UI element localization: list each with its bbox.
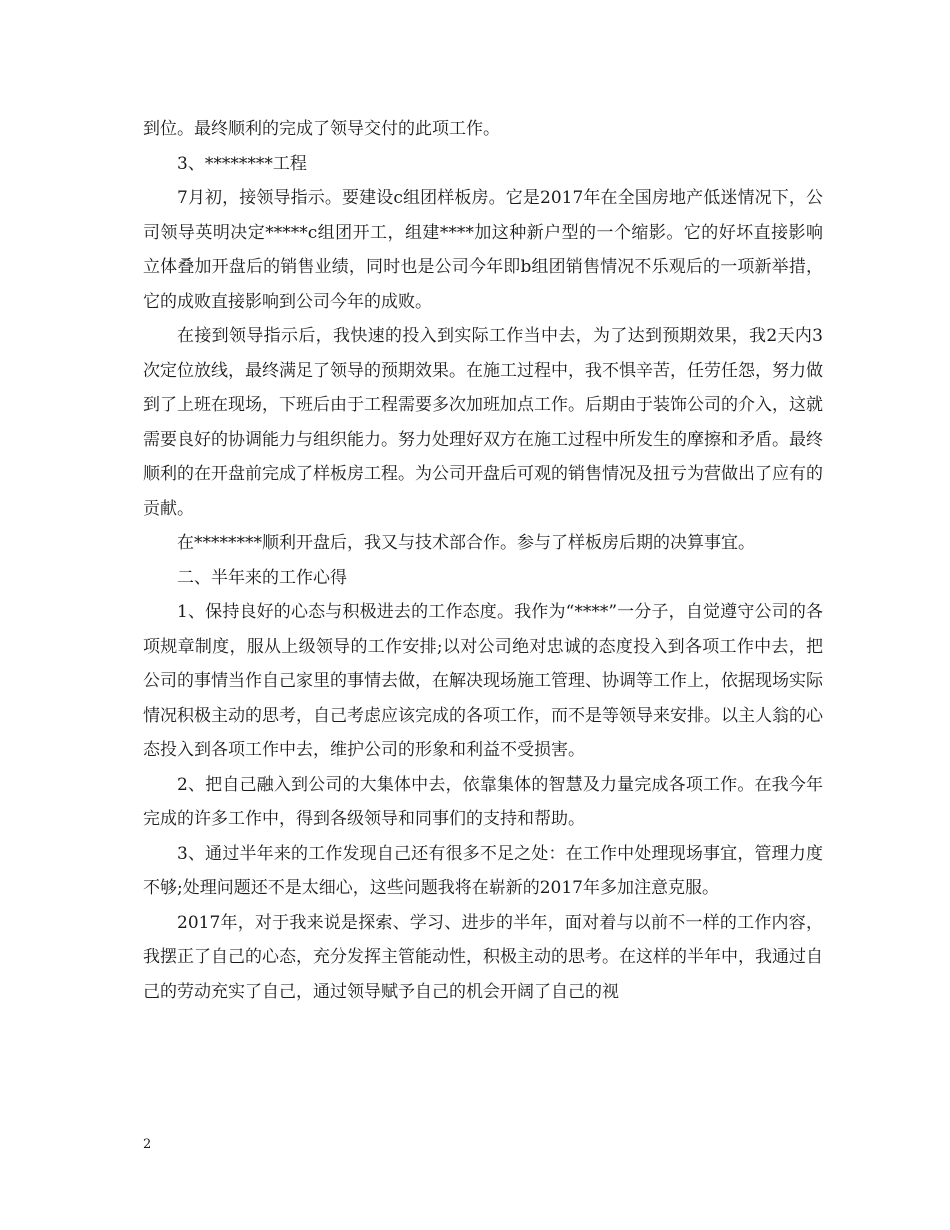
document-body bbox=[143, 112, 823, 1009]
paragraph-body: 1、保持良好的心态与积极进去的工作态度。我作为“****”一分子，自觉遵守公司的各项规章制度，服从上级领导的工作安排;以对公司绝对忠诚的态度投入到各项工作中去，把公司的事情当作自己家里的事情去做，在解决现场施工管理、协调等工作上，依据现场实际情况积极主动的思考，自己考虑应该完成的各项工作，而不是等领导来安排。以主人翁的心态投入到各项工作中去，维护公司的形象和利益不受损害。 bbox=[143, 602, 823, 760]
paragraph-heading-project-3: 3、********工程 bbox=[177, 153, 307, 174]
paragraph-body: 3、通过半年来的工作发现自己还有很多不足之处：在工作中处理现场事宜，管理力度不够;处理问题还不是太细心，这些问题我将在崭新的2017年多加注意克服。 bbox=[143, 843, 823, 898]
paragraph-body: 2、把自己融入到公司的大集体中去，依靠集体的智慧及力量完成各项工作。在我今年完成的许多工作中，得到各级领导和同事们的支持和帮助。 bbox=[143, 774, 823, 829]
paragraph-body: 在********顺利开盘后，我又与技术部合作。参与了样板房后期的决算事宜。 bbox=[177, 533, 755, 553]
paragraph-body: 2017年，对于我来说是探索、学习、进步的半年，面对着与以前不一样的工作内容，我摆正了自己的心态，充分发挥主管能动性，积极主动的思考。在这样的半年中，我通过自己的劳动充实了自己，通过领导赋予自己的机会开阔了自己的视 bbox=[143, 912, 823, 1002]
page-number: 2 bbox=[143, 1137, 152, 1152]
paragraph-body: 7月初，接领导指示。要建设c组团样板房。它是2017年在全国房地产低迷情况下，公司领导英明决定*****c组团开工，组建****加这种新户型的一个缩影。它的好坏直接影响立体叠加开盘后的销售业绩，同时也是公司今年即b组团销售情况不乐观后的一项新举措，它的成败直接影响到公司今年的成败。 bbox=[143, 188, 823, 312]
paragraph-continuation: 到位。最终顺利的完成了领导交付的此项工作。 bbox=[143, 119, 500, 139]
paragraph-section-heading: 二、半年来的工作心得 bbox=[177, 567, 347, 588]
paragraph-body: 在接到领导指示后，我快速的投入到实际工作当中去，为了达到预期效果，我2天内3次定位放线，最终满足了领导的预期效果。在施工过程中，我不惧辛苦，任劳任怨，努力做到了上班在现场，下班后由于工程需要多次加班加点工作。后期由于装饰公司的介入，这就需要良好的协调能力与组织能力。努力处理好双方在施工过程中所发生的摩擦和矛盾。最终顺利的在开盘前完成了样板房工程。为公司开盘后可观的销售情况及扭亏为营做出了应有的贡献。 bbox=[143, 326, 823, 519]
